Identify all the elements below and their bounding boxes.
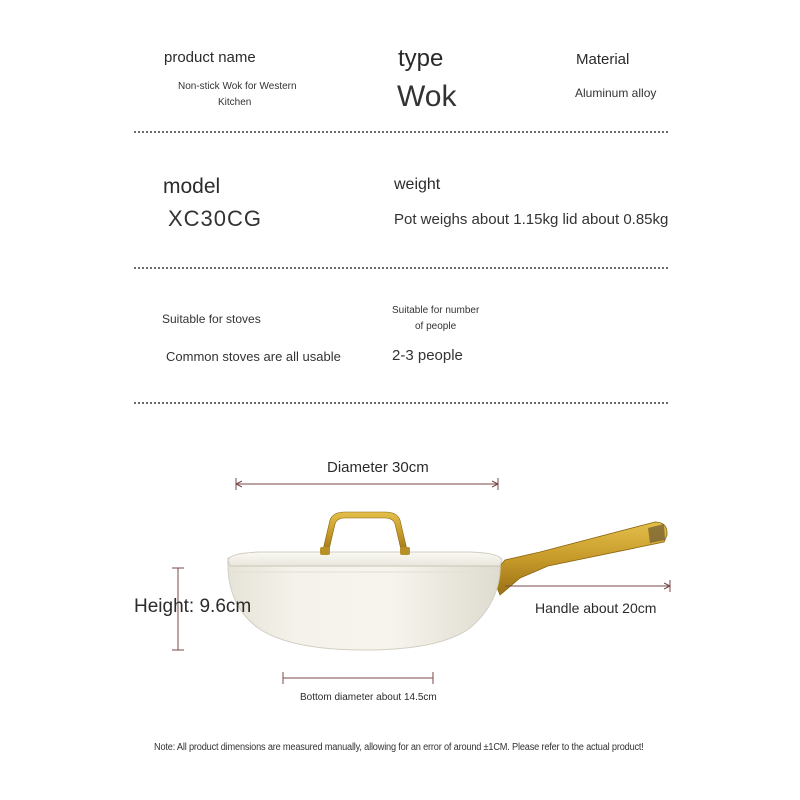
model-value: XC30CG — [168, 206, 263, 231]
weight-value: Pot weighs about 1.15kg lid about 0.85kg — [394, 211, 669, 228]
stoves-value: Common stoves are all usable — [166, 349, 341, 364]
people-value: 2-3 people — [392, 347, 463, 364]
people-label-line2: of people — [415, 321, 457, 332]
lid-knob-handle — [322, 512, 408, 554]
weight-label: weight — [394, 176, 441, 193]
product-name-value-line2: Kitchen — [218, 97, 252, 108]
material-label: Material — [576, 51, 630, 68]
diameter-dimension-line — [236, 478, 498, 490]
handle-dimension-line — [505, 580, 670, 592]
material-value: Aluminum alloy — [575, 86, 657, 100]
people-label-line1: Suitable for number — [392, 305, 480, 316]
type-value: Wok — [397, 80, 457, 113]
model-label: model — [163, 175, 221, 198]
height-label: Height: 9.6cm — [134, 596, 252, 617]
product-name-label: product name — [164, 49, 256, 66]
type-label: type — [398, 45, 444, 72]
wok-lid — [228, 552, 502, 566]
bottom-diameter-dimension-line — [283, 672, 433, 684]
disclaimer-note: Note: All product dimensions are measured manually, allowing for an error of around ±1CM. Please refer to the actual product! — [154, 742, 644, 753]
handle-label: Handle about 20cm — [535, 600, 657, 616]
diameter-label: Diameter 30cm — [327, 459, 429, 476]
bottom-diameter-label: Bottom diameter about 14.5cm — [300, 692, 437, 703]
long-handle — [492, 522, 667, 595]
product-name-value-line1: Non-stick Wok for Western — [178, 81, 297, 92]
stoves-label: Suitable for stoves — [162, 312, 261, 326]
